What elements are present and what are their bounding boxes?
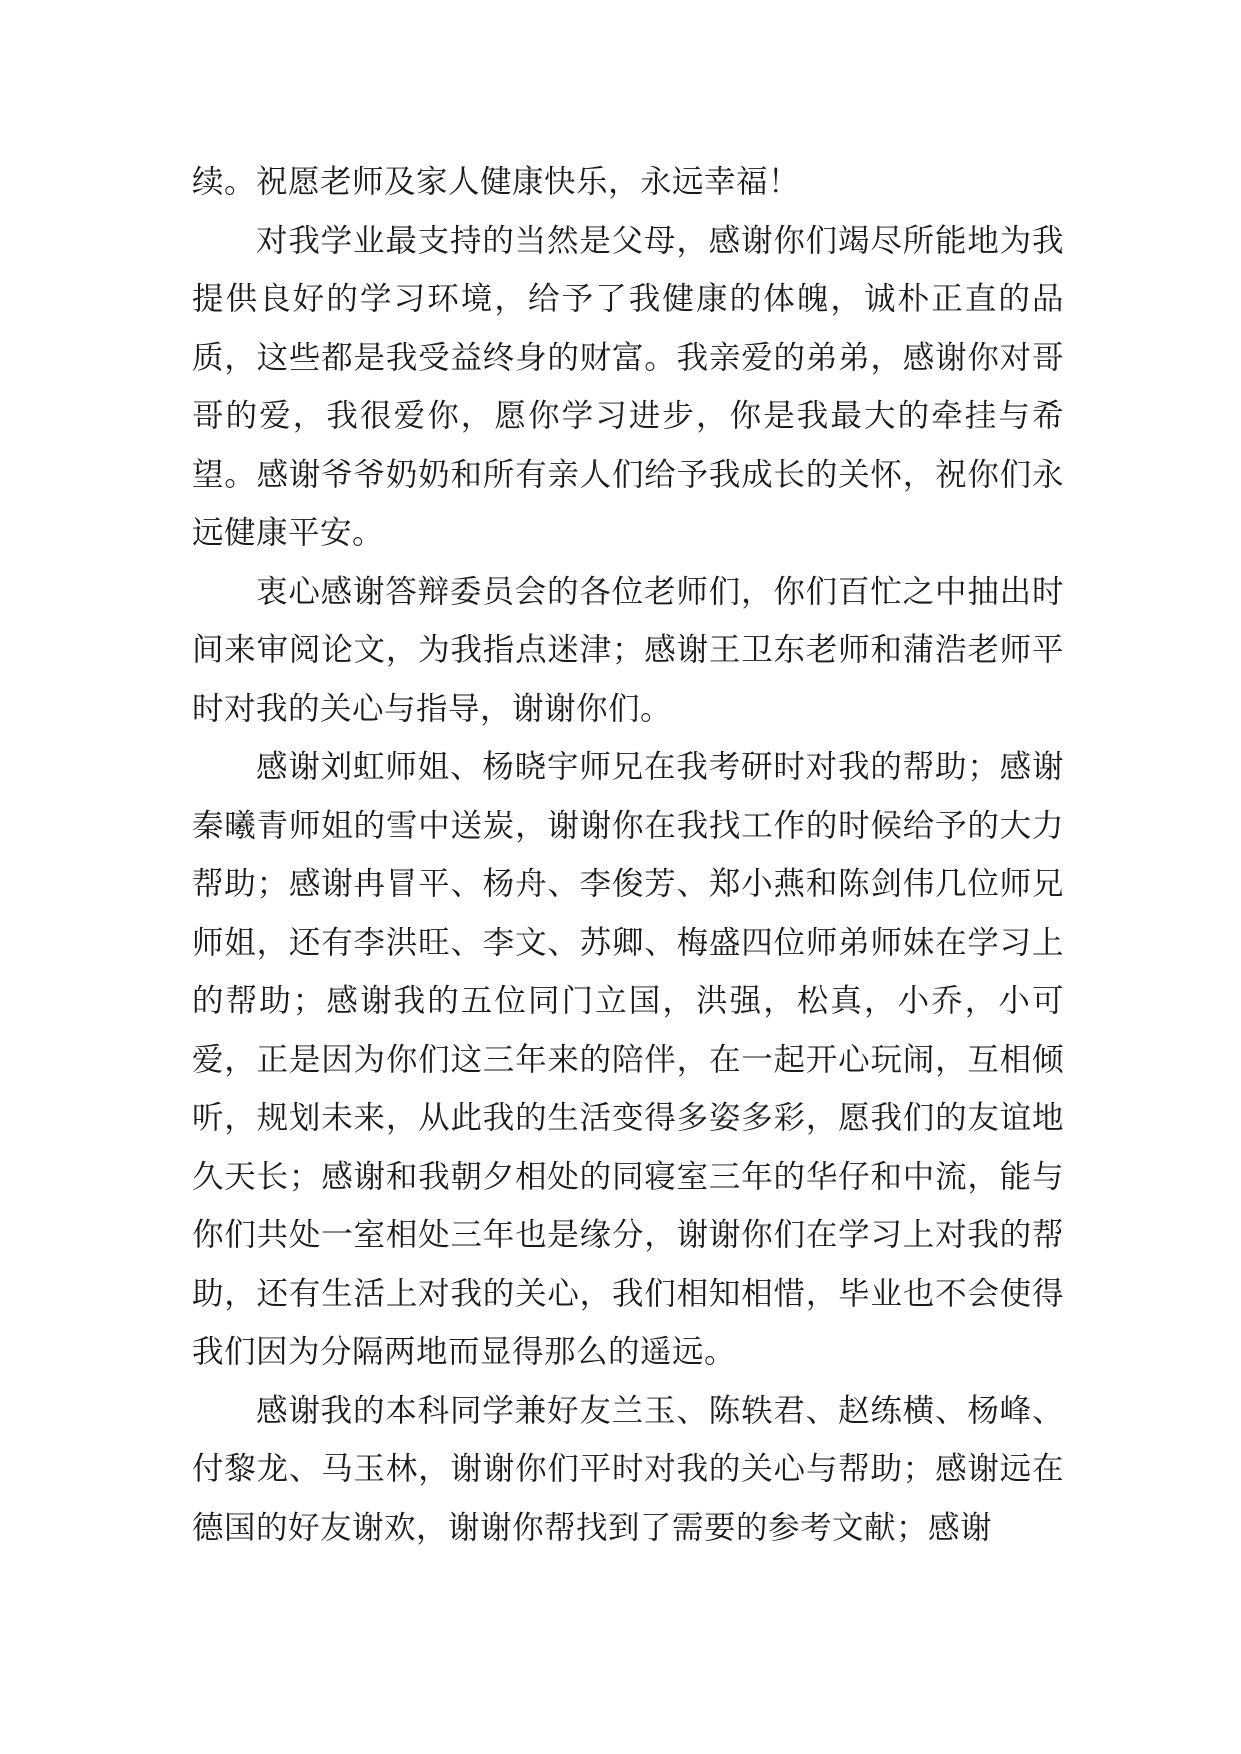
paragraph-4: 感谢刘虹师姐、杨晓宇师兄在我考研时对我的帮助；感谢秦曦青师姐的雪中送炭，谢谢你在我找工作的时候给予的大力帮助；感谢冉冒平、杨舟、李俊芳、郑小燕和陈剑伟几位师兄师姐，还有李洪旺、李文、苏卿、梅盛四位师弟师妹在学习上的帮助；感谢我的五位同门立国，洪强，松真，小乔，小可爱，正是因为你们这三年来的陪伴，在一起开心玩闹，互相倾听，规划未来，从此我的生活变得多姿多彩，愿我们的友谊地久天长；感谢和我朝夕相处的同寝室三年的华仔和中流，能与你们共处一室相处三年也是缘分，谢谢你们在学习上对我的帮助，还有生活上对我的关心，我们相知相惜，毕业也不会使得我们因为分隔两地而显得那么的遥远。 xyxy=(192,749,1064,1370)
body-text xyxy=(192,153,1064,1557)
paragraph-2: 对我学业最支持的当然是父母，感谢你们竭尽所能地为我提供良好的学习环境，给予了我健康的体魄，诚朴正直的品质，这些都是我受益终身的财富。我亲爱的弟弟，感谢你对哥哥的爱，我很爱你，愿你学习进步，你是我最大的牵挂与希望。感谢爷爷奶奶和所有亲人们给予我成长的关怀，祝你们永远健康平安。 xyxy=(192,222,1064,551)
paragraph-3: 衷心感谢答辩委员会的各位老师们，你们百忙之中抽出时间来审阅论文，为我指点迷津；感谢王卫东老师和蒲浩老师平时对我的关心与指导，谢谢你们。 xyxy=(192,573,1064,727)
paragraph-1: 续。祝愿老师及家人健康快乐，永远幸福！ xyxy=(192,164,801,200)
paragraph-5: 感谢我的本科同学兼好友兰玉、陈轶君、赵练横、杨峰、付黎龙、马玉林，谢谢你们平时对我的关心与帮助；感谢远在德国的好友谢欢，谢谢你帮找到了需要的参考文献；感谢 xyxy=(192,1392,1064,1546)
